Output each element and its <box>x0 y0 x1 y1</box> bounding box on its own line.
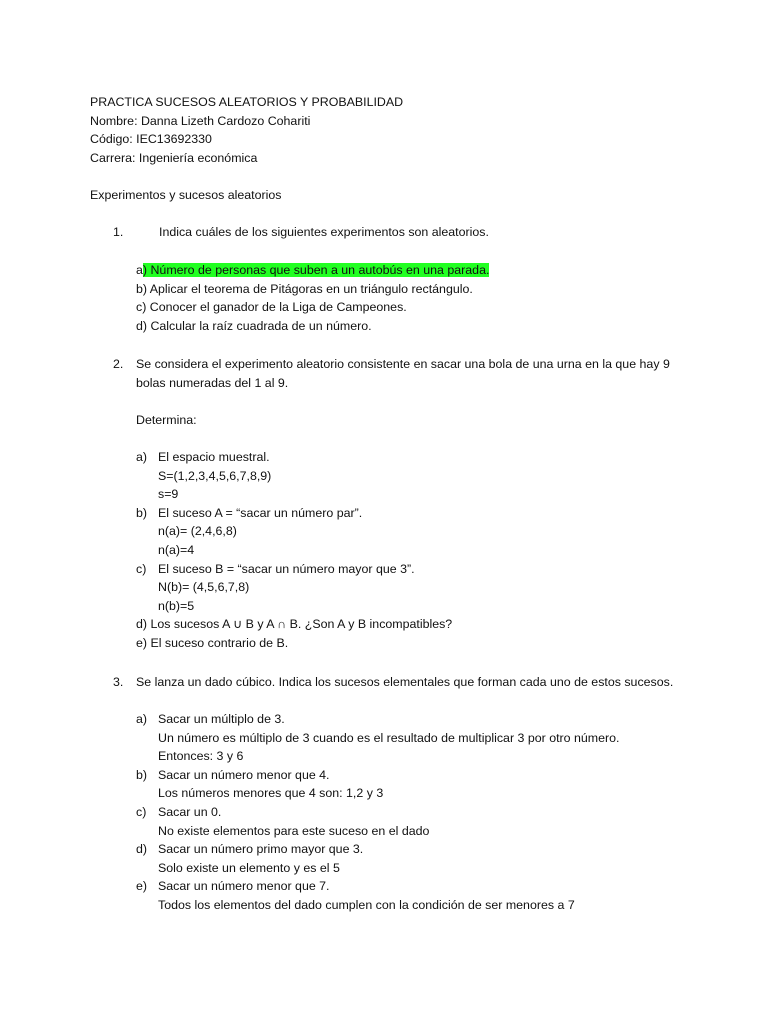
question-text: Se lanza un dado cúbico. Indica los sucesos elementales que forman cada uno de estos sucesos. <box>136 675 674 689</box>
item-b-text: El suceso A = “sacar un número par”. <box>158 505 363 520</box>
item-c-text: Sacar un 0. <box>158 804 222 819</box>
question-2 <box>113 355 670 392</box>
determine-label: Determina: <box>136 413 197 427</box>
item-e-text: e) El suceso contrario de B. <box>136 635 289 650</box>
question-3 <box>113 673 673 692</box>
option-c: c) Conocer el ganador de la Liga de Campeones. <box>136 300 407 315</box>
item-c-answer: No existe elementos para este suceso en el dado <box>158 823 430 838</box>
question-text: Indica cuáles de los siguientes experimentos son aleatorios. <box>159 225 489 239</box>
student-name: Nombre: Danna Lizeth Cardozo Cohariti <box>90 113 311 128</box>
student-career: Carrera: Ingeniería económica <box>90 150 258 165</box>
question-1 <box>113 223 489 242</box>
item-c-answer: N(b)= (4,5,6,7,8) <box>158 580 250 595</box>
item-a-answer: S=(1,2,3,4,5,6,7,8,9) <box>158 468 272 483</box>
item-d-text: Sacar un número primo mayor que 3. <box>158 842 364 857</box>
item-b-answer: n(a)= (2,4,6,8) <box>158 524 237 539</box>
item-a-answer: Un número es múltiplo de 3 cuando es el resultado de multiplicar 3 por otro número. <box>158 730 620 745</box>
student-code: Código: IEC13692330 <box>90 132 212 147</box>
option-a: a) Número de personas que suben a un autobús en una parada. <box>136 263 490 277</box>
item-d-answer: Solo existe un elemento y es el 5 <box>158 860 340 875</box>
question-number: 1. <box>113 225 124 239</box>
document-title: PRACTICA SUCESOS ALEATORIOS Y PROBABILIDAD <box>90 95 404 109</box>
item-a-text: Sacar un múltiplo de 3. <box>158 712 285 726</box>
question-3-items: a) Sacar un múltiplo de 3. Un número es múltiplo de 3 cuando es el resultado de multiplicar 3 por otro número. Entonces: 3 y 6 b) Sacar un número menor que 4. Los números menores que 4 son: 1,2 y 3 c) Sacar un 0. No existe elementos para este suceso en el dado d) Sacar un número primo mayor que 3. Solo existe un elemento y es el 5 e) Sacar un número menor que 7. Todos los elementos del dado cumplen con la condición de ser menores a 7 <box>136 710 676 915</box>
item-b-answer: n(a)=4 <box>158 542 195 557</box>
highlighted-answer: ) Número de personas que suben a un autobús en una parada. <box>142 263 490 277</box>
item-e-answer: Todos los elementos del dado cumplen con la condición de ser menores a 7 <box>158 897 575 912</box>
section-title: Experimentos y sucesos aleatorios <box>90 188 282 202</box>
option-b: b) Aplicar el teorema de Pitágoras en un triángulo rectángulo. <box>136 281 473 296</box>
item-e-text: Sacar un número menor que 7. <box>158 879 330 894</box>
item-d-text: d) Los sucesos A ∪ B y A ∩ B. ¿Son A y B incompatibles? <box>136 617 453 632</box>
item-a-answer: Entonces: 3 y 6 <box>158 749 244 764</box>
item-b-answer: Los números menores que 4 son: 1,2 y 3 <box>158 786 384 801</box>
question-1-options <box>136 261 489 335</box>
question-number: 2. <box>113 357 124 371</box>
item-b-text: Sacar un número menor que 4. <box>158 767 330 782</box>
question-number: 3. <box>113 675 124 689</box>
document-header <box>90 93 403 167</box>
question-text: Se considera el experimento aleatorio consistente en sacar una bola de una urna en la que hay 9 <box>136 357 670 371</box>
item-c-text: El suceso B = “sacar un número mayor que 3”. <box>158 561 415 576</box>
item-a-answer: s=9 <box>158 487 179 502</box>
item-a-text: El espacio muestral. <box>158 450 270 464</box>
item-c-answer: n(b)=5 <box>158 598 195 613</box>
question-2-items: a) El espacio muestral. S=(1,2,3,4,5,6,7,8,9) s=9 b) El suceso A = “sacar un número par”. n(a)= (2,4,6,8) n(a)=4 c) El suceso B = “sacar un número mayor que 3”. N(b)= (4,5,6,7,8) n(b)=5 d) Los sucesos A ∪ B y A ∩ B. ¿Son A y B incompatibles? e) El suceso contrario de B. <box>136 448 452 653</box>
question-text-continued: bolas numeradas del 1 al 9. <box>136 375 289 390</box>
option-d: d) Calcular la raíz cuadrada de un número. <box>136 318 372 333</box>
